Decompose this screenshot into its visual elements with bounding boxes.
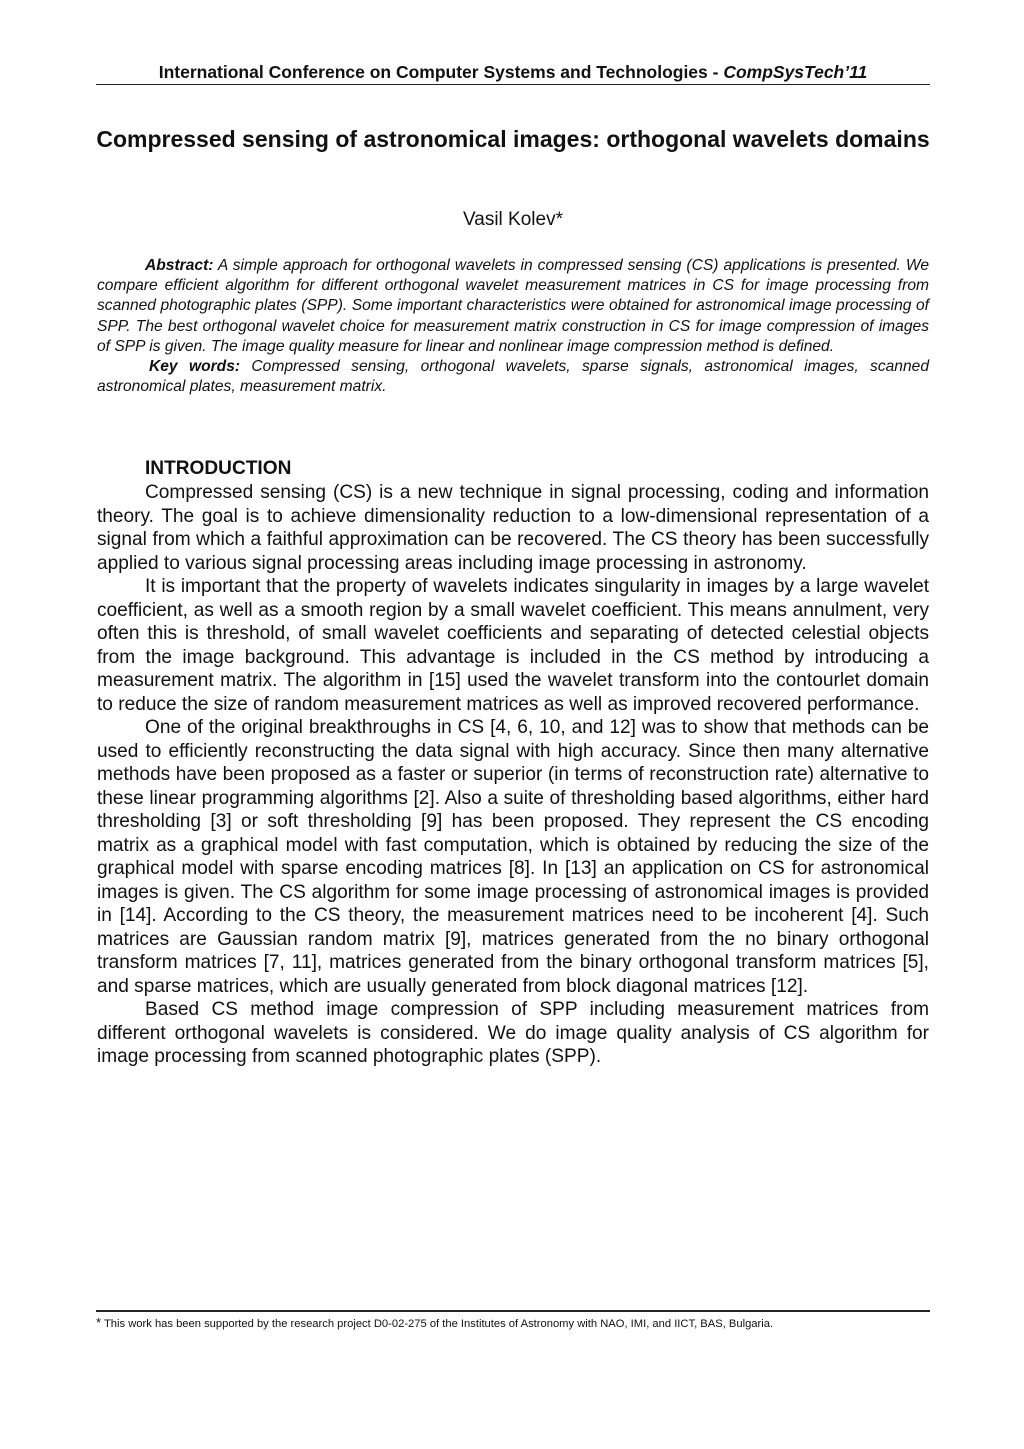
footnote-marker: *	[96, 1315, 102, 1330]
keywords-label: Key words:	[149, 358, 241, 376]
paper-title: Compressed sensing of astronomical images: orthogonal wavelets domains	[96, 126, 930, 152]
abstract-block	[97, 256, 929, 397]
footnote-divider	[96, 1310, 930, 1312]
conference-short-name: CompSysTech’11	[723, 62, 868, 82]
abstract-paragraph	[97, 256, 929, 357]
body-paragraph: One of the original breakthroughs in CS [4, 6, 10, and 12] was to show that methods can be used to efficiently reconstructing the data signal with high accuracy. Since then many alternative methods have been proposed as a faster or superior (in terms of reconstruction rate) alternative to these linear programming algorithms [2]. Also a suite of thresholding based algorithms, either hard thresholding [3] or soft thresholding [9] has been proposed. They represent the CS encoding matrix as a graphical model with fast computation, which is obtained by reducing the size of the graphical model with sparse encoding matrices [8]. In [13] an application on CS for astronomical images is given. The CS algorithm for some image processing of astronomical images is provided in [14]. According to the CS theory, the measurement matrices need to be incoherent [4]. Such matrices are Gaussian random matrix [9], matrices generated from the no binary orthogonal transform matrices [7, 11], matrices generated from the binary orthogonal transform matrices [5], and sparse matrices, which are usually generated from block diagonal matrices [12].	[97, 717, 929, 997]
body-paragraph: Based CS method image compression of SPP including measurement matrices from different orthogonal wavelets is considered. We do image quality analysis of CS algorithm for image processing from scanned photographic plates (SPP).	[97, 999, 929, 1067]
author-name: Vasil Kolev*	[463, 209, 563, 230]
running-header	[96, 60, 930, 85]
abstract-text: A simple approach for orthogonal wavelets in compressed sensing (CS) applications is presented. We compare efficient algorithm for different orthogonal wavelet measurement matrices in CS for image processing from scanned photographic plates (SPP). Some important characteristics were obtained for astronomical image processing of SPP. The best orthogonal wavelet choice for measurement matrix construction in CS for image compression of images of SPP is given. The image quality measure for linear and nonlinear image compression method is defined.	[97, 257, 929, 355]
body-paragraph: It is important that the property of wavelets indicates singularity in images by a large wavelet coefficient, as well as a smooth region by a small wavelet coefficient. This means annulment, very often this is threshold, of small wavelet coefficients and separating of detected celestial objects from the image background. This advantage is included in the CS method by introducing a measurement matrix. The algorithm in [15] used the wavelet transform into the contourlet domain to reduce the size of random measurement matrices as well as improved recovered performance.	[97, 576, 929, 715]
abstract-label: Abstract:	[145, 257, 214, 274]
introduction-section	[97, 457, 929, 1069]
keywords-text: Compressed sensing, orthogonal wavelets, sparse signals, astronomical images, scanned astronomical plates, measurement matrix.	[97, 358, 929, 396]
section-heading: INTRODUCTION	[145, 458, 292, 479]
conference-name: International Conference on Computer Systems and Technologies -	[158, 62, 724, 82]
body-paragraph: Compressed sensing (CS) is a new technique in signal processing, coding and information theory. The goal is to achieve dimensionality reduction to a low-dimensional representation of a signal from which a faithful approximation can be recovered. The CS theory has been successfully applied to various signal processing areas including image processing in astronomy.	[97, 482, 929, 574]
footnote	[96, 1316, 930, 1331]
footnote-text: This work has been supported by the research project D0-02-275 of the Institutes of Astronomy with NAO, IMI, and IICT, BAS, Bulgaria.	[101, 1318, 774, 1330]
keywords-paragraph	[97, 357, 929, 397]
